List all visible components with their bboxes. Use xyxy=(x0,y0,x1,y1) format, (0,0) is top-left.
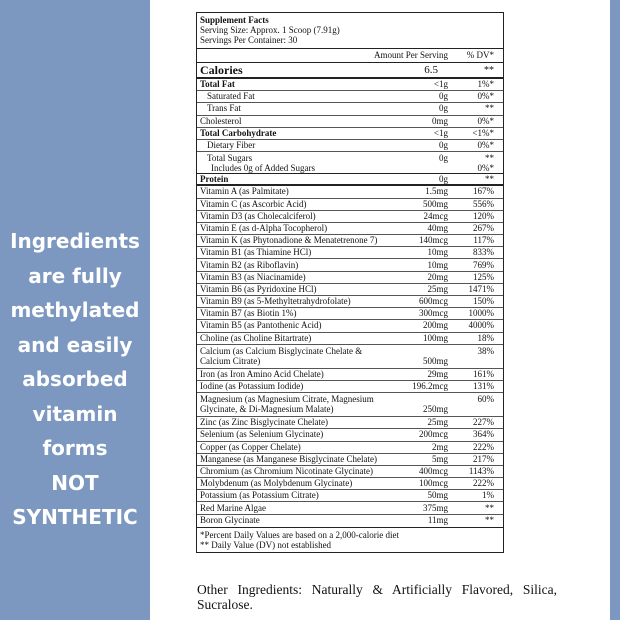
nutrient-amount: 0g xyxy=(439,153,448,164)
nutrient-dv: 227% xyxy=(473,417,494,428)
nutrient-dv: 0%* xyxy=(477,115,494,126)
nutrient-dv: 0%* xyxy=(477,91,494,102)
nutrient-row-chromium xyxy=(197,466,503,478)
nutrient-row-vitamin-b9 xyxy=(197,296,503,308)
callout-line: and easily xyxy=(17,332,133,357)
nutrient-row-vitamin-k xyxy=(197,235,503,247)
nutrient-row-vitamin-b2 xyxy=(197,259,503,271)
added-sugars-dv: 0%* xyxy=(477,163,494,174)
nutrient-name: Calcium (as Calcium Bisglycinate Chelate & Calcium Citrate) xyxy=(200,345,363,366)
nutrient-row-vitamin-b3 xyxy=(197,272,503,284)
nutrient-name: Selenium (as Selenium Glycinate) xyxy=(200,429,324,440)
nutrient-dv: 1143% xyxy=(468,465,494,476)
nutrient-name: Vitamin E (as d-Alpha Tocopherol) xyxy=(200,222,328,233)
nutrient-dv: 1%* xyxy=(477,79,494,90)
nutrient-dv: 1471% xyxy=(468,283,494,294)
nutrient-dv: 222% xyxy=(473,441,494,452)
nutrient-amount: <1g xyxy=(433,127,448,138)
nutrient-name: Magnesium (as Magnesium Citrate, Magnesium Glycinate, & Di-Magnesium Malate) xyxy=(200,394,374,415)
footnote-dv-not-established: ** Daily Value (DV) not established xyxy=(200,539,332,550)
nutrient-name: Vitamin C (as Ascorbic Acid) xyxy=(200,198,307,209)
nutrient-row-vitamin-b6 xyxy=(197,284,503,296)
nutrient-dv: ** xyxy=(485,173,494,184)
nutrient-amount: 1.5mg xyxy=(425,186,448,197)
nutrient-row-choline xyxy=(197,333,503,345)
nutrient-amount: 200mg xyxy=(422,320,448,331)
nutrient-name: Vitamin B9 (as 5-Methyltetrahydrofolate) xyxy=(200,296,351,307)
nutrient-amount: 200mcg xyxy=(419,429,448,440)
nutrient-dv: ** xyxy=(485,103,494,114)
nutrient-amount: 24mcg xyxy=(423,210,448,221)
nutrient-row-vitamin-b1 xyxy=(197,247,503,259)
nutrient-amount: 10mg xyxy=(427,259,448,270)
nutrient-row-protein xyxy=(197,174,503,186)
nutrient-name: Vitamin D3 (as Cholecalciferol) xyxy=(200,210,316,221)
callout-line: are fully xyxy=(28,263,122,288)
nutrient-dv: 267% xyxy=(473,222,494,233)
callout-text xyxy=(0,224,156,535)
nutrient-dv: 167% xyxy=(473,186,494,197)
nutrient-dv: 1% xyxy=(482,490,494,501)
dv-header: % DV* xyxy=(466,50,494,60)
nutrient-row-vitamin-d3 xyxy=(197,211,503,223)
nutrient-name: Boron Glycinate xyxy=(200,515,260,526)
callout-line: NOT xyxy=(51,470,99,495)
nutrient-dv: 161% xyxy=(473,368,494,379)
nutrient-dv: 217% xyxy=(473,453,494,464)
nutrient-name: Total Carbohydrate xyxy=(200,127,277,138)
nutrient-name: Choline (as Choline Bitartrate) xyxy=(200,332,312,343)
sugars-names xyxy=(197,152,388,173)
amount-header: Amount Per Serving xyxy=(374,50,448,60)
nutrient-row-iron xyxy=(197,369,503,381)
nutrient-name: Saturated Fat xyxy=(207,91,255,102)
nutrient-amount: 25mg xyxy=(427,283,448,294)
nutrient-dv: 18% xyxy=(477,332,494,343)
nutrient-row-vitamin-c xyxy=(197,199,503,211)
nutrient-dv: 222% xyxy=(473,478,494,489)
nutrient-name: Vitamin B6 (as Pyridoxine HCl) xyxy=(200,283,317,294)
nutrient-dv: 150% xyxy=(473,296,494,307)
nutrient-row-vitamin-b7 xyxy=(197,308,503,320)
nutrient-amount: 375mg xyxy=(422,502,448,513)
nutrient-dv: 1000% xyxy=(468,308,494,319)
nutrient-name: Total Sugars xyxy=(207,153,253,164)
nutrient-amount: 196.2mcg xyxy=(412,381,448,392)
nutrient-name: Vitamin B2 (as Riboflavin) xyxy=(200,259,299,270)
nutrient-dv: 556% xyxy=(473,198,494,209)
nutrient-name: Chromium (as Chromium Nicotinate Glycinate) xyxy=(200,465,373,476)
nutrient-row-vitamin-e xyxy=(197,223,503,235)
nutrient-dv: 4000% xyxy=(468,320,494,331)
nutrient-dv: 364% xyxy=(473,429,494,440)
supplement-facts-label xyxy=(196,12,504,553)
nutrient-amount: 20mg xyxy=(427,271,448,282)
nutrient-dv: 125% xyxy=(473,271,494,282)
nutrient-name: Vitamin B7 (as Biotin 1%) xyxy=(200,308,297,319)
callout-line: forms xyxy=(42,436,108,460)
nutrient-dv: <1%* xyxy=(472,127,494,138)
nutrient-row-dietary-fiber xyxy=(197,140,503,152)
nutrient-amount: 6.5 xyxy=(424,63,438,76)
nutrient-row-calcium xyxy=(197,345,503,369)
nutrient-amount: 40mg xyxy=(427,222,448,233)
nutrient-row-zinc xyxy=(197,417,503,429)
callout-line: SYNTHETIC xyxy=(12,505,138,529)
nutrient-name: Vitamin K (as Phytonadione & Menatetrenone 7) xyxy=(200,235,378,246)
nutrient-dv: 833% xyxy=(473,247,494,258)
nutrient-row-manganese xyxy=(197,454,503,466)
nutrient-row-vitamin-b5 xyxy=(197,320,503,332)
servings-per-container: Servings Per Container: 30 xyxy=(200,35,298,45)
nutrient-amount: 50mg xyxy=(427,490,448,501)
serving-size: Serving Size: Approx. 1 Scoop (7.91g) xyxy=(200,25,340,35)
nutrient-name: Vitamin B5 (as Pantothenic Acid) xyxy=(200,320,322,331)
nutrient-name: Iodine (as Potassium Iodide) xyxy=(200,381,304,392)
sugars-dv xyxy=(452,152,503,173)
nutrient-name: Molybdenum (as Molybdenum Glycinate) xyxy=(200,478,353,489)
nutrient-amount: 5mg xyxy=(431,453,448,464)
nutrient-amount: 100mcg xyxy=(419,478,448,489)
nutrient-amount: 600mcg xyxy=(419,296,448,307)
nutrient-name: Dietary Fiber xyxy=(207,140,256,151)
nutrient-name: Trans Fat xyxy=(207,103,241,114)
nutrient-dv: ** xyxy=(485,502,494,513)
nutrient-amount: 250mg xyxy=(422,404,448,415)
nutrient-dv: 38% xyxy=(477,345,494,356)
right-blue-strip xyxy=(610,0,620,620)
callout-line: methylated xyxy=(10,298,140,322)
nutrient-row-vitamin-a xyxy=(197,186,503,198)
other-ingredients: Other Ingredients: Naturally & Artificially Flavored, Silica, Sucralose. xyxy=(197,582,557,612)
nutrient-dv: 117% xyxy=(473,235,494,246)
nutrient-amount: 0g xyxy=(439,140,448,151)
nutrient-name: Manganese (as Manganese Bisglycinate Chelate) xyxy=(200,453,377,464)
nutrient-amount: 29mg xyxy=(427,368,448,379)
nutrient-row-trans-fat xyxy=(197,103,503,115)
nutrient-amount: 0g xyxy=(439,91,448,102)
column-header-row xyxy=(197,49,503,63)
footnote-dv-basis: *Percent Daily Values are based on a 2,000-calorie diet xyxy=(200,529,400,540)
label-title: Supplement Facts xyxy=(200,15,269,25)
nutrient-amount: 0g xyxy=(439,173,448,184)
nutrient-amount: 400mcg xyxy=(419,465,448,476)
nutrient-amount: 11mg xyxy=(427,515,448,526)
nutrient-row-iodine xyxy=(197,381,503,393)
label-header xyxy=(197,13,503,49)
nutrient-row-molybdenum xyxy=(197,478,503,490)
nutrient-row-potassium xyxy=(197,490,503,502)
callout-line: Ingredients xyxy=(10,229,140,253)
nutrient-amount: <1g xyxy=(433,79,448,90)
nutrient-row-magnesium xyxy=(197,393,503,417)
nutrient-amount: 100mg xyxy=(422,332,448,343)
nutrient-dv: 60% xyxy=(477,394,494,405)
nutrient-name: Vitamin A (as Palmitate) xyxy=(200,186,289,197)
nutrient-amount: 0mg xyxy=(431,115,448,126)
nutrient-row-red-marine-algae xyxy=(197,502,503,514)
nutrient-dv: 0%* xyxy=(477,140,494,151)
nutrient-name: Copper (as Copper Chelate) xyxy=(200,441,301,452)
nutrient-name: Potassium (as Potassium Citrate) xyxy=(200,490,319,501)
nutrient-row-cholesterol xyxy=(197,116,503,128)
nutrient-dv: ** xyxy=(485,515,494,526)
callout-line: absorbed xyxy=(22,367,128,391)
nutrient-name: Total Fat xyxy=(200,79,235,90)
nutrient-row-selenium xyxy=(197,429,503,441)
nutrient-name: Calories xyxy=(200,64,243,76)
nutrient-dv: ** xyxy=(484,64,494,76)
nutrient-dv: ** xyxy=(485,153,494,164)
calories-row xyxy=(197,63,503,79)
nutrient-dv: 769% xyxy=(473,259,494,270)
nutrient-name: Vitamin B3 (as Niacinamide) xyxy=(200,271,306,282)
nutrient-row-saturated-fat xyxy=(197,91,503,103)
nutrient-name: Red Marine Algae xyxy=(200,502,266,513)
nutrient-row-total-sugars xyxy=(197,152,503,174)
nutrient-dv: 131% xyxy=(473,381,494,392)
nutrient-amount: 0g xyxy=(439,103,448,114)
label-footnote xyxy=(197,527,503,552)
nutrient-name: Iron (as Iron Amino Acid Chelate) xyxy=(200,368,324,379)
added-sugars-name: Includes 0g of Added Sugars xyxy=(211,163,315,174)
nutrient-amount: 300mcg xyxy=(419,308,448,319)
nutrient-amount: 500mg xyxy=(422,355,448,366)
nutrient-name: Cholesterol xyxy=(200,115,242,126)
nutrient-amount: 25mg xyxy=(427,417,448,428)
nutrient-amount: 140mcg xyxy=(419,235,448,246)
nutrient-row-total-fat xyxy=(197,79,503,91)
nutrient-name: Protein xyxy=(200,173,229,184)
nutrient-amount: 10mg xyxy=(427,247,448,258)
callout-line: vitamin xyxy=(32,401,118,426)
nutrient-row-total-carbohydrate xyxy=(197,128,503,140)
nutrient-name: Zinc (as Zinc Bisglycinate Chelate) xyxy=(200,417,328,428)
nutrient-amount: 500mg xyxy=(422,198,448,209)
nutrient-dv: 120% xyxy=(473,210,494,221)
nutrient-amount: 2mg xyxy=(431,441,448,452)
nutrient-row-boron-glycinate xyxy=(197,515,503,527)
nutrient-name: Vitamin B1 (as Thiamine HCl) xyxy=(200,247,312,258)
nutrient-row-copper xyxy=(197,442,503,454)
